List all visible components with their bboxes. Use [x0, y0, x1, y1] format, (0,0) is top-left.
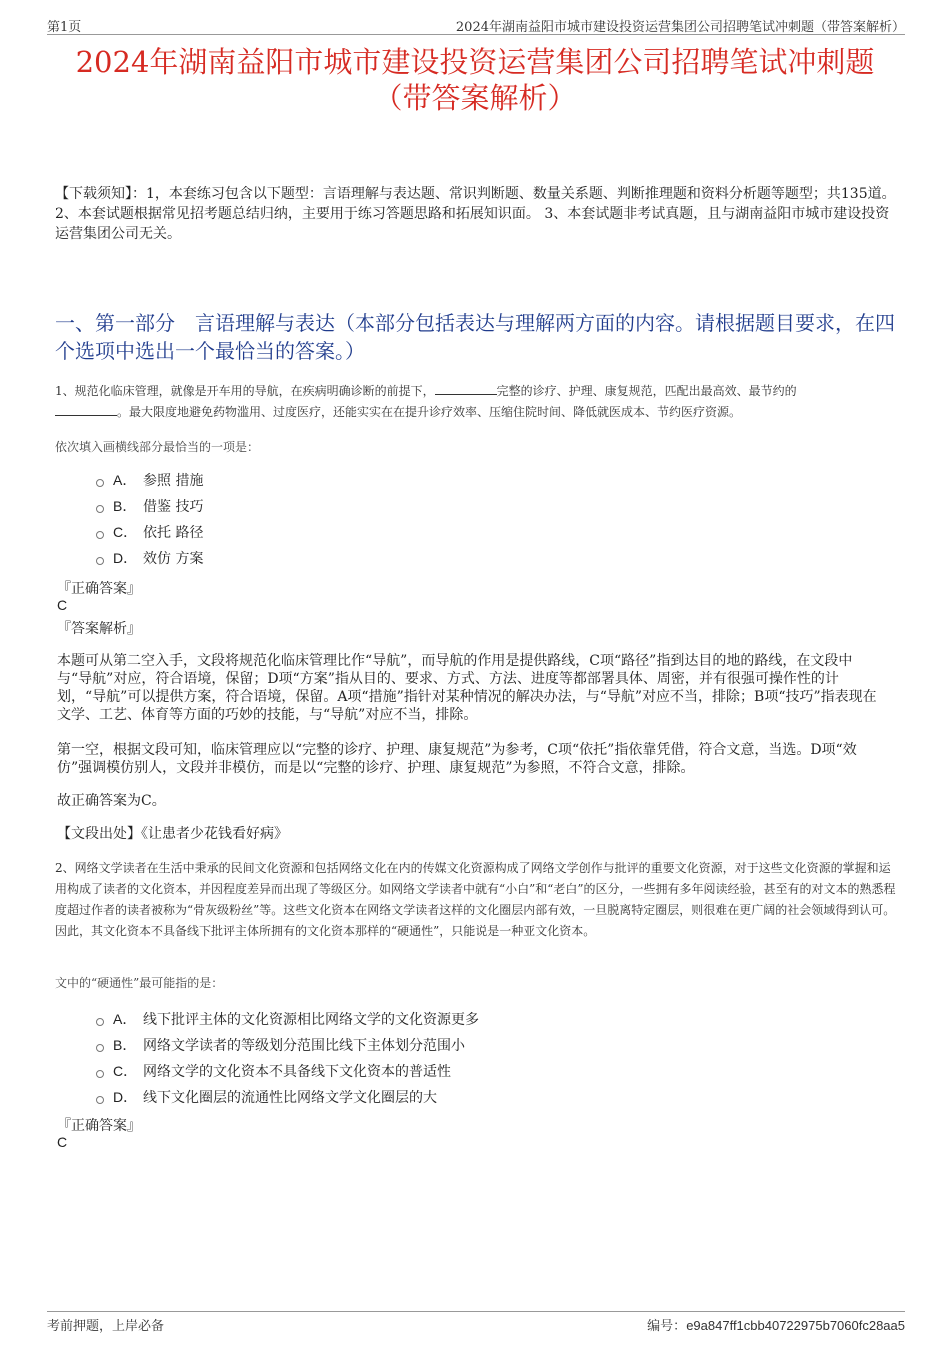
question-2-prompt: 文中的“硬通性”最可能指的是：	[55, 976, 224, 990]
q2-option-c[interactable]: C． 网络文学的文化资本不具备线下文化资本的普适性	[96, 1058, 479, 1084]
q2-answer-label: 『正确答案』	[57, 1118, 141, 1134]
footer-slogan: 考前押题，上岸必备	[47, 1319, 165, 1334]
question-1-options	[96, 467, 203, 571]
q2-option-a[interactable]: A． 线下批评主体的文化资源相比网络文学的文化资源更多	[96, 1006, 479, 1032]
q1-analysis-label: 『答案解析』	[57, 621, 141, 637]
radio-icon[interactable]	[96, 1096, 104, 1104]
q2-answer: C	[57, 1134, 68, 1150]
blank-2	[55, 403, 117, 416]
blank-1	[435, 382, 497, 395]
q1-option-a[interactable]: A． 参照 措施	[96, 467, 203, 493]
footer-code: 编号：e9a847ff1cbb40722975b7060fc28aa5	[647, 1318, 905, 1334]
page-header	[47, 14, 905, 35]
q1-source: 【文段出处】《让患者少花钱看好病》	[57, 826, 288, 842]
q2-option-d[interactable]: D． 线下文化圈层的流通性比网络文学文化圈层的大	[96, 1084, 479, 1110]
q1-analysis-para-2: 第一空，根据文段可知，临床管理应以“完整的诊疗、护理、康复规范”为参考，C项“依托”指依靠凭借，符合文意，当选。D项“效仿”强调模仿别人，文段并非模仿，而是以“完整的诊疗、护理、康复规范”为参照，不符合文意，排除。	[57, 742, 857, 776]
section-title: 一、第一部分 言语理解与表达（本部分包括表达与理解两方面的内容。请根据题目要求，在四个选项中选出一个最恰当的答案。）	[55, 311, 895, 363]
document-title	[40, 44, 910, 116]
radio-icon[interactable]	[96, 1018, 104, 1026]
q1-option-d[interactable]: D． 效仿 方案	[96, 545, 203, 571]
q1-answer-label: 『正确答案』	[57, 581, 141, 597]
download-notice: 【下载须知】：1，本套练习包含以下题型：言语理解与表达题、常识判断题、数量关系题、判断推理题和资料分析题等题型；共135道。 2、本套试题根据常见招考题总结归纳，主要用于练习答题思路和拓展知识面。 3、本套试题非考试真题，且与湖南益阳市城市建设投资运营集团公司无关。	[55, 186, 896, 242]
title-line-2: （带答案解析）	[373, 81, 577, 115]
q1-analysis-conclusion: 故正确答案为C。	[57, 793, 166, 809]
radio-icon[interactable]	[96, 531, 104, 539]
radio-icon[interactable]	[96, 557, 104, 565]
question-2-options	[96, 1006, 479, 1110]
q1-option-b[interactable]: B． 借鉴 技巧	[96, 493, 203, 519]
radio-icon[interactable]	[96, 1044, 104, 1052]
page-footer	[47, 1311, 905, 1332]
q1-answer: C	[57, 597, 68, 613]
question-1-text: 1、规范化临床管理，就像是开车用的导航，在疾病明确诊断的前提下， 完整的诊疗、护理、康复规范，匹配出最高效、最节约的 。最大限度地避免药物滥用、过度医疗，还能实实在在提升诊疗效率、压缩住院时间、降低就医成本、节约医疗资源。	[55, 384, 797, 419]
question-2-text: 2、网络文学读者在生活中秉承的民间文化资源和包括网络文化在内的传媒文化资源构成了网络文学创作与批评的重要文化资源，对于这些文化资源的掌握和运用构成了读者的文化资本，并因程度差异而出现了等级区分。如网络文学读者中就有“小白”和“老白”的区分，一些拥有多年阅读经验，甚至有的对文本的熟悉程度超过作者的读者被称为“骨灰级粉丝”等。这些文化资本在网络文学读者这样的文化圈层内部有效，一旦脱离特定圈层，则很难在更广阔的社会领域得到认可。因此，其文化资本不具备线下批评主体所拥有的文化资本那样的“硬通性”，只能说是一种亚文化资本。	[55, 861, 896, 938]
q2-option-b[interactable]: B． 网络文学读者的等级划分范围比线下主体划分范围小	[96, 1032, 479, 1058]
q1-analysis-para-1: 本题可从第二空入手，文段将规范化临床管理比作“导航”，而导航的作用是提供路线，C项“路径”指到达目的地的路线，在文段中与“导航”对应，符合语境，保留；D项“方案”指从目的、要求、方式、方法、进度等都部署具体、周密，并有很强可操作性的计划，“导航”可以提供方案，符合语境，保留。A项“措施”指针对某种情况的解决办法，与“导航”对应不当，排除；B项“技巧”指表现在文学、工艺、体育等方面的巧妙的技能，与“导航”对应不当，排除。	[57, 653, 877, 723]
page-number: 第1页	[47, 20, 82, 35]
header-doc-title: 2024年湖南益阳市城市建设投资运营集团公司招聘笔试冲刺题（带答案解析）	[455, 20, 905, 35]
q1-option-c[interactable]: C． 依托 路径	[96, 519, 203, 545]
title-line-1: 2024年湖南益阳市城市建设投资运营集团公司招聘笔试冲刺题	[75, 45, 875, 79]
radio-icon[interactable]	[96, 479, 104, 487]
radio-icon[interactable]	[96, 505, 104, 513]
radio-icon[interactable]	[96, 1070, 104, 1078]
question-1-prompt: 依次填入画横线部分最恰当的一项是：	[55, 440, 260, 454]
